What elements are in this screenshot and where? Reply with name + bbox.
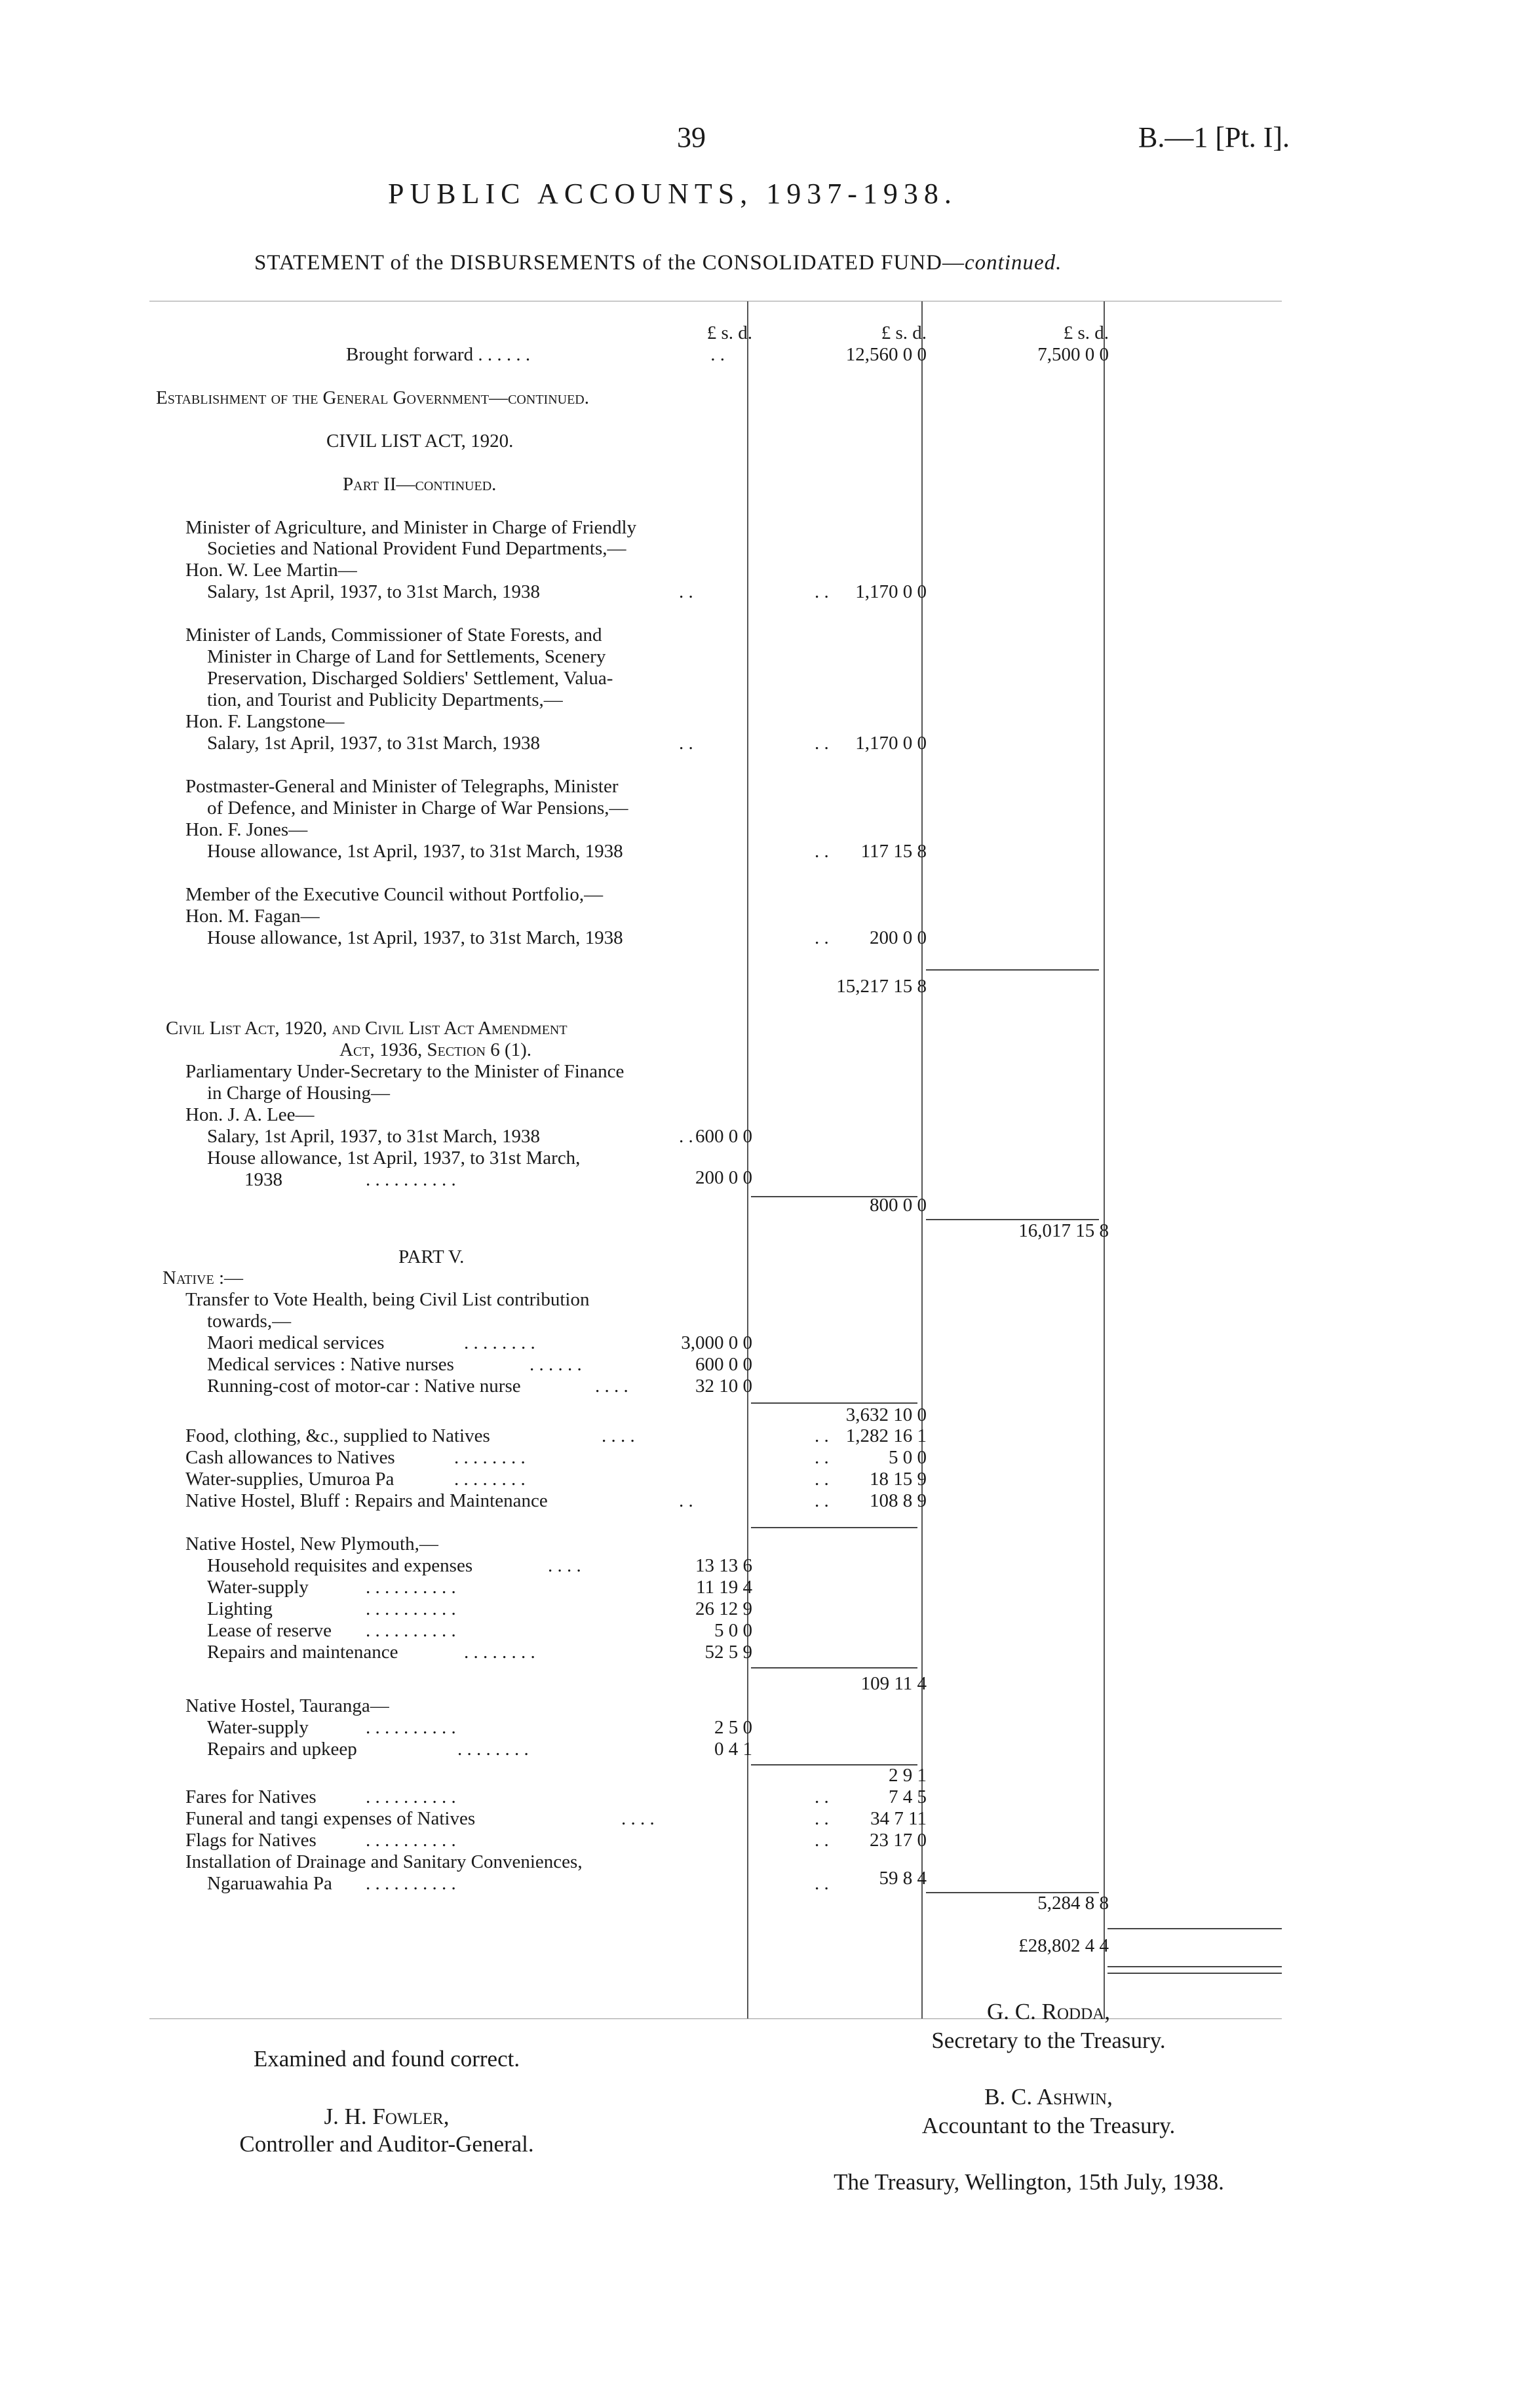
amount: 7 4 5 [889,1786,927,1807]
section-heading: PART V. [398,1246,465,1267]
section-heading: Civil List Act, 1920, and Civil List Act Amendment [166,1018,568,1039]
entry-text: Salary, 1st April, 1937, to 31st March, 1938 [207,1126,540,1147]
amount: 108 8 9 [870,1490,927,1511]
amount: 600 0 0 [695,1126,752,1147]
leader-dots: . . [679,581,693,602]
entry-text: Hon. F. Langstone— [185,711,345,732]
amount: 200 0 0 [695,1167,752,1188]
leader-dots: . . . . [602,1425,635,1446]
entry-text: Lighting [207,1598,273,1619]
section-heading: CIVIL LIST ACT, 1920. [326,431,514,452]
amount: 59 8 4 [879,1868,927,1889]
entry-text: Repairs and maintenance [207,1642,398,1663]
entry-text: Household requisites and expenses [207,1555,473,1576]
entry-text: Maori medical services [207,1332,385,1353]
leader-dots: . . . . . . . . . . [366,1169,456,1190]
signatory-name: G. C. Rodda, [987,1999,1110,2024]
entry-text: Societies and National Provident Fund Departments,— [207,538,626,559]
entry-text: Member of the Executive Council without Portfolio,— [185,884,604,905]
leader-dots: . . . . . . . . . . [366,1786,456,1807]
entry-text: Hon. J. A. Lee— [185,1104,315,1125]
amount: 52 5 9 [704,1642,752,1663]
entry-text: House allowance, 1st April, 1937, to 31st March, [207,1148,581,1168]
entry-text: Minister in Charge of Land for Settlements, Scenery [207,646,606,667]
leader-dots: . . [815,1830,829,1851]
amount: 1,170 0 0 [855,581,927,602]
amount: 1,282 16 1 [845,1425,927,1446]
signatory-title: Controller and Auditor-General. [239,2131,534,2157]
entry-text: Food, clothing, &c., supplied to Natives [185,1425,490,1446]
column-rule [921,301,923,2018]
entry-text: Medical services : Native nurses [207,1354,454,1375]
entry-text: Water-supply [207,1717,309,1738]
leader-dots: . . . . . . . . [454,1469,526,1490]
disbursements-table [149,301,1282,2019]
entry-text: towards,— [207,1311,292,1332]
leader-dots: . . [815,1447,829,1468]
page-subtitle: STATEMENT of the DISBURSEMENTS of the CONSOLIDATED FUND—continued. [254,251,1062,275]
leader-dots: . . [815,841,829,862]
leader-dots: . . . . [548,1555,581,1576]
leader-dots: . . [815,581,829,602]
entry-text: Hon. M. Fagan— [185,906,320,927]
amount: 18 15 9 [870,1469,927,1490]
amount: 26 12 9 [695,1598,752,1619]
entry-text: Lease of reserve [207,1620,332,1641]
amount: 23 17 0 [870,1830,927,1851]
rule [1107,1928,1282,1929]
amount: 11 19 4 [696,1577,752,1598]
entry-text: Parliamentary Under-Secretary to the Minister of Finance [185,1061,625,1082]
column-rule [1104,301,1105,2018]
amount: 7,500 0 0 [1037,344,1109,365]
place-and-date: The Treasury, Wellington, 15th July, 1938. [834,2169,1224,2195]
leader-dots: . . [815,1873,829,1894]
leader-dots: . . . . . . . . [457,1739,529,1760]
entry-text: Cash allowances to Natives [185,1447,395,1468]
amount: 2 5 0 [714,1717,752,1738]
subtotal-amount: 16,017 15 8 [1018,1220,1109,1241]
entry-text: Preservation, Discharged Soldiers' Settlement, Valua- [207,668,613,689]
leader-dots: . . [679,1126,693,1147]
leader-dots: . . . . . . . . . . [366,1717,456,1738]
leader-dots: . . [815,1808,829,1829]
subtotal-amount: 15,217 15 8 [836,976,927,997]
entry-text: House allowance, 1st April, 1937, to 31st March, 1938 [207,841,623,862]
leader-dots: . . [815,927,829,948]
leader-dots: . . . . . . . . [454,1447,526,1468]
entry-text: Postmaster-General and Minister of Telegraphs, Minister [185,776,619,797]
entry-text: Hon. W. Lee Martin— [185,560,357,581]
amount: 5 0 0 [889,1447,927,1468]
entry-text: House allowance, 1st April, 1937, to 31st March, 1938 [207,927,623,948]
leader-dots: . . [815,1786,829,1807]
leader-dots: . . . . [595,1376,628,1397]
entry-text: Hon. F. Jones— [185,819,308,840]
leader-dots: . . . . . . . . . . [366,1577,456,1598]
signatory-title: Secretary to the Treasury. [931,2028,1166,2053]
leader-dots: . . . . . . . . . . [366,1873,456,1894]
brought-forward-label: Brought forward . . . . . . [346,344,531,365]
section-heading: Part II—continued. [343,474,497,495]
amount: 2 9 1 [889,1765,927,1786]
section-heading: Establishment of the General Government—continued. [156,387,589,408]
entry-text: Minister of Lands, Commissioner of State Forests, and [185,625,602,646]
entry-text: Native Hostel, New Plymouth,— [185,1534,438,1554]
entry-text: Salary, 1st April, 1937, to 31st March, 1938 [207,733,540,754]
entry-text: Transfer to Vote Health, being Civil List contribution [185,1289,590,1310]
leader-dots: . . [679,1490,693,1511]
leader-dots: . . [815,1425,829,1446]
amount: 3,632 10 0 [845,1404,927,1425]
entry-text: of Defence, and Minister in Charge of War Pensions,— [207,798,628,819]
signatory-name: J. H. Fowler, [324,2104,450,2129]
subtotal-amount: 5,284 8 8 [1037,1893,1109,1914]
rule [751,1527,917,1528]
signatory-name: B. C. Ashwin, [984,2084,1113,2110]
leader-dots: . . . . . . . . . . [366,1830,456,1851]
column-heading: £ s. d. [881,322,927,343]
grand-total-amount: £28,802 4 4 [1018,1935,1109,1956]
leader-dots: . . . . . . . . . . [366,1598,456,1619]
entry-text: Repairs and upkeep [207,1739,357,1760]
amount: 117 15 8 [860,841,927,862]
leader-dots: . . [815,1490,829,1511]
leader-dots: . . . . [621,1808,655,1829]
entry-text: in Charge of Housing— [207,1083,390,1104]
entry-text: Water-supply [207,1577,309,1598]
section-heading: Native :— [163,1267,244,1288]
entry-text: Water-supplies, Umuroa Pa [185,1469,395,1490]
amount: 109 11 4 [860,1673,927,1694]
entry-text: Native Hostel, Bluff : Repairs and Maintenance [185,1490,548,1511]
entry-text: Native Hostel, Tauranga— [185,1695,389,1716]
page-number: 39 [677,121,706,153]
amount: 3,000 0 0 [681,1332,752,1353]
leader-dots: . . . . . . . . [464,1642,535,1663]
amount: 32 10 0 [695,1376,752,1397]
amount: 34 7 11 [870,1808,927,1829]
double-rule [1107,1966,1282,1967]
leader-dots: . . . . . . . . [464,1332,535,1353]
leader-dots: . . . . . . [529,1354,582,1375]
amount: 12,560 0 0 [845,344,927,365]
examined-statement: Examined and found correct. [253,2046,520,2072]
rule [751,1667,917,1669]
amount: 800 0 0 [870,1195,927,1216]
entry-text: Minister of Agriculture, and Minister in Charge of Friendly [185,517,637,538]
leader-dots: . . [815,1469,829,1490]
document-reference: B.—1 [Pt. I]. [1138,121,1290,153]
entry-text: tion, and Tourist and Publicity Departments,— [207,689,563,710]
amount: 0 4 1 [714,1739,752,1760]
amount: 200 0 0 [870,927,927,948]
section-heading: Act, 1936, Section 6 (1). [339,1039,532,1060]
entry-text: Installation of Drainage and Sanitary Conveniences, [185,1851,583,1872]
entry-text: Ngaruawahia Pa [207,1873,332,1894]
page-title: PUBLIC ACCOUNTS, 1937-1938. [388,178,957,210]
amount: 1,170 0 0 [855,733,927,754]
column-rule [747,301,748,2018]
column-heading: £ s. d. [706,322,752,343]
leader-dots: . . [815,733,829,754]
entry-text: Salary, 1st April, 1937, to 31st March, 1938 [207,581,540,602]
leader-dots: . . . . . . . . . . [366,1620,456,1641]
entry-text: 1938 [244,1169,282,1190]
amount: 5 0 0 [714,1620,752,1641]
amount: 600 0 0 [695,1354,752,1375]
column-heading: £ s. d. [1063,322,1109,343]
amount: . . [710,344,725,365]
signatory-title: Accountant to the Treasury. [921,2113,1176,2138]
amount: 13 13 6 [695,1555,752,1576]
rule [926,969,1099,971]
rule [751,1402,917,1404]
entry-text: Funeral and tangi expenses of Natives [185,1808,476,1829]
entry-text: Fares for Natives [185,1786,317,1807]
leader-dots: . . [679,733,693,754]
double-rule [1107,1973,1282,1974]
entry-text: Running-cost of motor-car : Native nurse [207,1376,521,1397]
entry-text: Flags for Natives [185,1830,317,1851]
